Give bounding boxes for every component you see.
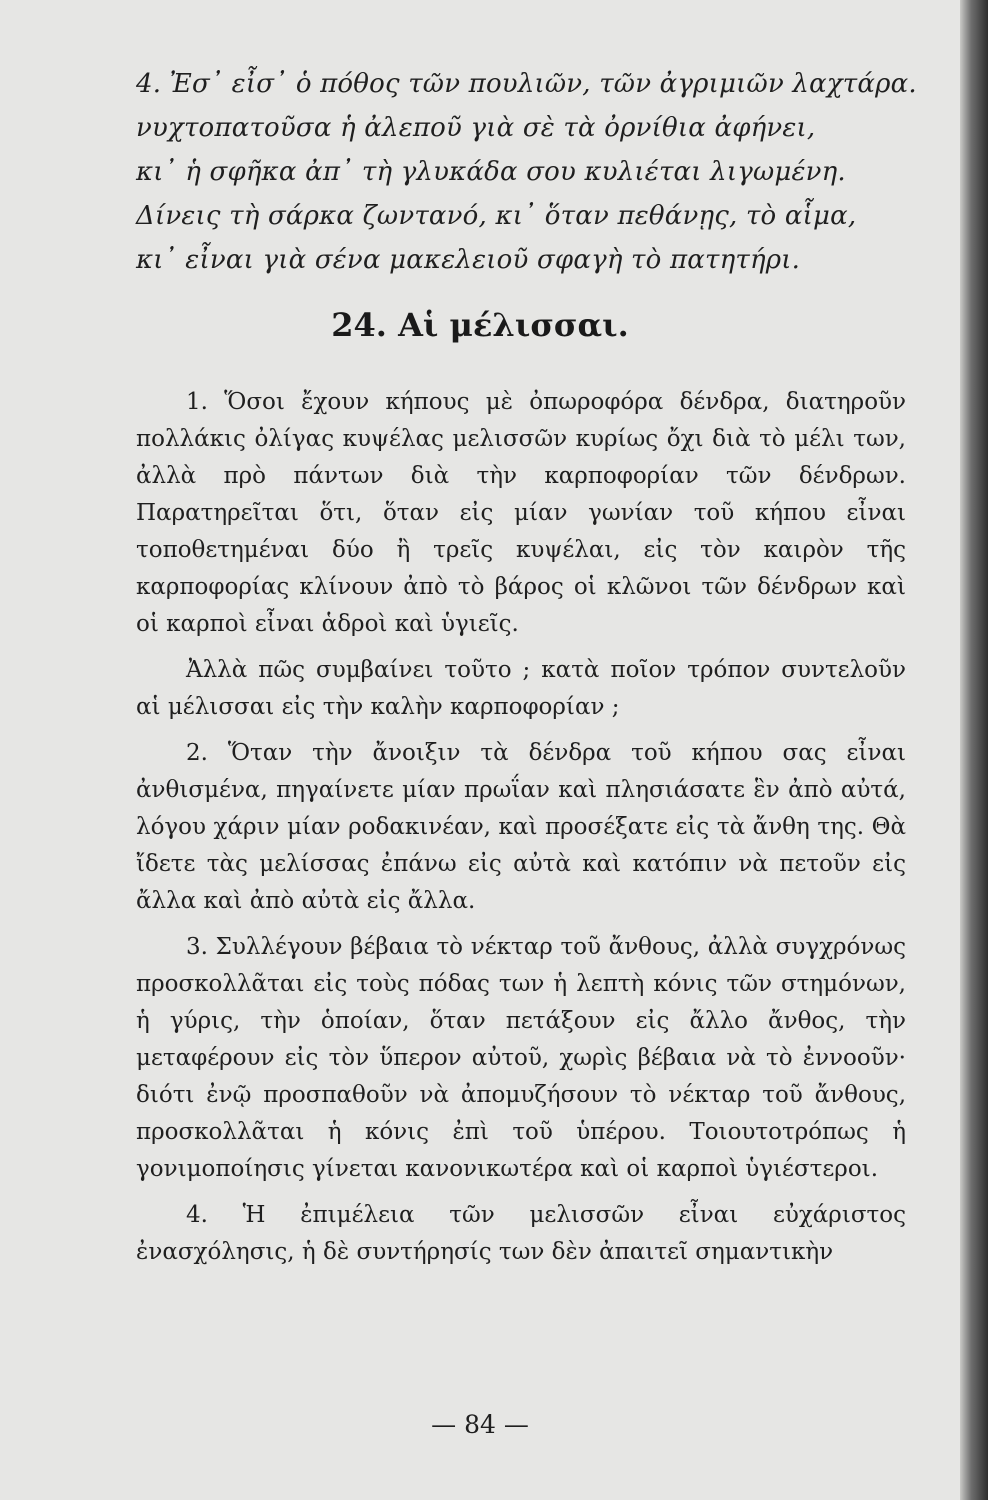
poem-line: κι᾿ ἡ σφῆκα ἀπ᾿ τὴ γλυκάδα σου κυλιέται λιγωμένη. — [136, 157, 846, 187]
section-heading: 24. Αἱ μέλισσαι. — [331, 306, 629, 344]
page-number: — 84 — — [431, 1410, 529, 1439]
poem-line: νυχτοπατοῦσα ἡ ἀλεποῦ γιὰ σὲ τὰ ὀρνίθια ἀφήνει, — [136, 113, 816, 143]
book-binding-edge — [960, 0, 988, 1500]
poem-line: Δίνεις τὴ σάρκα ζωντανό, κι᾿ ὅταν πεθάνῃς, τὸ αἷμα, — [136, 201, 857, 231]
prose-body — [136, 384, 906, 1280]
paragraph: 1. Ὅσοι ἔχουν κήπους μὲ ὀπωροφόρα δένδρα, διατηροῦν πολλάκις ὀλίγας κυψέλας μελισσῶν κυρίως ὄχι διὰ τὸ μέλι των, ἀλλὰ πρὸ πάντων διὰ τὴν καρποφορίαν τῶν δένδρων. Παρατηρεῖται ὅτι, ὅταν εἰς μίαν γωνίαν τοῦ κήπου εἶναι τοποθετημέναι δύο ἢ τρεῖς κυψέλαι, εἰς τὸν καιρὸν τῆς καρποφορίας κλίνουν ἀπὸ τὸ βάρος οἱ κλῶνοι τῶν δένδρων καὶ οἱ καρποὶ εἶναι ἁδροὶ καὶ ὑγιεῖς. — [136, 389, 906, 637]
paragraph: 2. Ὅταν τὴν ἄνοιξιν τὰ δένδρα τοῦ κήπου σας εἶναι ἀνθισμένα, πηγαίνετε μίαν πρωΐαν καὶ πλησιάσατε ἓν ἀπὸ αὐτά, λόγου χάριν μίαν ροδακινέαν, καὶ προσέξατε εἰς τὰ ἄνθη της. Θὰ ἴδετε τὰς μελίσσας ἐπάνω εἰς αὐτὰ καὶ κατόπιν νὰ πετοῦν εἰς ἄλλα καὶ ἀπὸ αὐτὰ εἰς ἄλλα. — [136, 740, 906, 914]
poem-line: 4. Ἐσ᾿ εἶσ᾿ ὁ πόθος τῶν πουλιῶν, τῶν ἀγριμιῶν λαχτάρα. — [136, 69, 917, 99]
paragraph: Ἀλλὰ πῶς συμβαίνει τοῦτο ; κατὰ ποῖον τρόπον συντελοῦν αἱ μέλισσαι εἰς τὴν καλὴν καρποφορίαν ; — [136, 657, 906, 720]
poem-stanza — [136, 62, 917, 282]
poem-line: κι᾿ εἶναι γιὰ σένα μακελειοῦ σφαγὴ τὸ πατητήρι. — [136, 245, 801, 275]
paragraph: 4. Ἡ ἐπιμέλεια τῶν μελισσῶν εἶναι εὐχάριστος ἐνασχόλησις, ἡ δὲ συντήρησίς των δὲν ἀπαιτεῖ σημαντικὴν — [136, 1202, 906, 1265]
paragraph: 3. Συλλέγουν βέβαια τὸ νέκταρ τοῦ ἄνθους, ἀλλὰ συγχρόνως προσκολλᾶται εἰς τοὺς πόδας των ἡ λεπτὴ κόνις τῶν στημόνων, ἡ γύρις, τὴν ὁποίαν, ὅταν πετάξουν εἰς ἄλλο ἄνθος, τὴν μεταφέρουν εἰς τὸν ὕπερον αὐτοῦ, χωρὶς βέβαια νὰ τὸ ἐννοοῦν· διότι ἐνῷ προσπαθοῦν νὰ ἀπομυζήσουν τὸ νέκταρ τοῦ ἄνθους, προσκολλᾶται ἡ κόνις ἐπὶ τοῦ ὑπέρου. Τοιουτοτρόπως ἡ γονιμοποίησις γίνεται κανονικωτέρα καὶ οἱ καρποὶ ὑγιέστεροι. — [136, 934, 906, 1182]
